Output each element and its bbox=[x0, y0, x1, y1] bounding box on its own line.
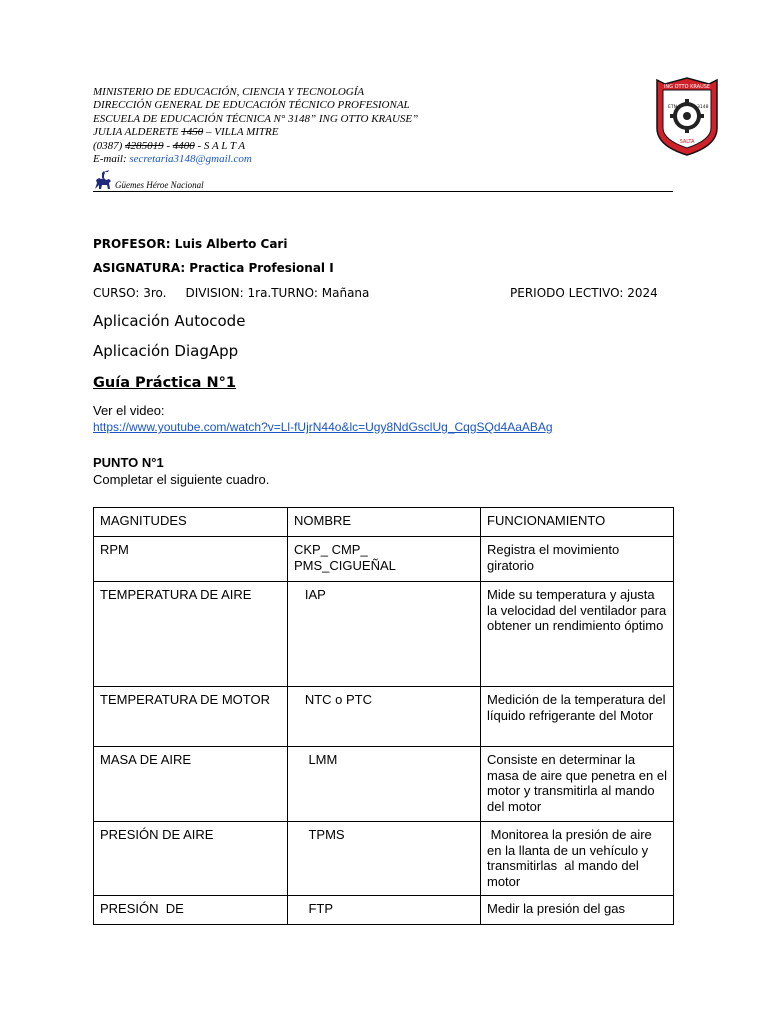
header-nombre: NOMBRE bbox=[288, 508, 481, 537]
header-magnitudes: MAGNITUDES bbox=[94, 508, 288, 537]
letterhead-phone bbox=[93, 140, 418, 153]
cell-nombre: TPMS bbox=[288, 822, 481, 896]
cell-magnitud: RPM bbox=[94, 537, 288, 582]
app-diagapp: Aplicación DiagApp bbox=[93, 342, 239, 360]
table-row bbox=[94, 582, 674, 687]
logo-bottom-text: SALTA bbox=[679, 139, 695, 145]
table-row bbox=[94, 687, 674, 747]
phone-number-struck: 4285019 bbox=[125, 139, 164, 152]
cell-funcionamiento: Monitorea la presión de aire en la llanta de un vehículo y transmitirlas al mando del motor bbox=[481, 822, 674, 896]
letterhead-school: ESCUELA DE EDUCACIÓN TÉCNICA N° 3148” ING OTTO KRAUSE” bbox=[93, 112, 419, 125]
phone-location: - S A L T A bbox=[194, 139, 246, 152]
header-funcionamiento: FUNCIONAMIENTO bbox=[481, 508, 674, 537]
table-row bbox=[94, 537, 674, 582]
logo-top-text: ING OTTO KRAUSE bbox=[663, 84, 711, 90]
cell-nombre: CKP_ CMP_ PMS_CIGUEÑAL bbox=[288, 537, 481, 582]
cell-magnitud: MASA DE AIRE bbox=[94, 747, 288, 822]
profesor-line bbox=[93, 237, 287, 251]
header-rule bbox=[93, 191, 673, 192]
heroe-nacional bbox=[93, 170, 204, 190]
table-row bbox=[94, 896, 674, 925]
address-number-struck: 1450 bbox=[181, 126, 204, 139]
asignatura-label: ASIGNATURA: bbox=[93, 261, 186, 275]
cell-magnitud: PRESIÓN DE bbox=[94, 896, 288, 925]
cell-nombre: FTP bbox=[288, 896, 481, 925]
phone-separator: - bbox=[163, 139, 173, 152]
letterhead-ministry: MINISTERIO DE EDUCACIÓN, CIENCIA Y TECNOLOGÍA bbox=[93, 86, 365, 98]
profesor-label: PROFESOR: bbox=[93, 237, 171, 251]
cell-funcionamiento: Mide su temperatura y ajusta la velocidad del ventilador para obtener un rendimiento óptimo bbox=[481, 582, 674, 687]
school-shield-logo bbox=[655, 76, 719, 156]
address-street: JULIA ALDERETE bbox=[93, 126, 182, 139]
heroe-text: Güemes Héroe Nacional bbox=[115, 180, 204, 190]
phone-ext-struck: 4400 bbox=[172, 139, 195, 152]
cell-magnitud: PRESIÓN DE AIRE bbox=[94, 822, 288, 896]
letterhead-direction: DIRECCIÓN GENERAL DE EDUCACIÓN TÉCNICO PROFESIONAL bbox=[93, 99, 410, 112]
cell-funcionamiento: Consiste en determinar la masa de aire que penetra en el motor y transmitirla al mando del motor bbox=[481, 747, 674, 822]
cell-magnitud: TEMPERATURA DE AIRE bbox=[94, 582, 288, 687]
cell-funcionamiento: Registra el movimiento giratorio bbox=[481, 537, 674, 582]
cell-funcionamiento: Medición de la temperatura del líquido refrigerante del Motor bbox=[481, 687, 674, 747]
video-label: Ver el video: bbox=[93, 403, 165, 418]
table-header-row bbox=[94, 508, 674, 537]
address-city: – VILLA MITRE bbox=[203, 126, 279, 139]
table-row bbox=[94, 822, 674, 896]
cell-funcionamiento: Medir la presión del gas bbox=[481, 896, 674, 925]
guia-title: Guía Práctica N°1 bbox=[93, 375, 236, 391]
cell-nombre: IAP bbox=[288, 582, 481, 687]
punto-title: PUNTO N°1 bbox=[93, 455, 164, 470]
logo-left-text: ETN bbox=[668, 105, 677, 110]
profesor-value: Luis Alberto Cari bbox=[170, 237, 288, 251]
app-autocode: Aplicación Autocode bbox=[93, 312, 246, 330]
cell-nombre: NTC o PTC bbox=[288, 687, 481, 747]
asignatura-line bbox=[93, 261, 334, 275]
letterhead bbox=[93, 86, 418, 166]
letterhead-email bbox=[93, 153, 418, 166]
sensor-table bbox=[93, 507, 674, 925]
cell-magnitud: TEMPERATURA DE MOTOR bbox=[94, 687, 288, 747]
phone-prefix: (0387) bbox=[93, 139, 126, 152]
video-link[interactable]: https://www.youtube.com/watch?v=Ll-fUjrN44o&lc=Ugy8NdGsclUg_CqgSQd4AaABAg bbox=[93, 420, 553, 434]
horseman-icon bbox=[93, 170, 113, 190]
email-link[interactable]: secretaria3148@gmail.com bbox=[129, 153, 252, 166]
email-label: E-mail: bbox=[93, 153, 130, 166]
asignatura-value: Practica Profesional I bbox=[185, 261, 334, 275]
curso-line: CURSO: 3ro. DIVISION: 1ra.TURNO: Mañana bbox=[93, 286, 370, 300]
cell-nombre: LMM bbox=[288, 747, 481, 822]
punto-instruction: Completar el siguiente cuadro. bbox=[93, 472, 270, 487]
letterhead-address bbox=[93, 126, 418, 139]
logo-right-text: 3148 bbox=[697, 105, 709, 110]
table-row bbox=[94, 747, 674, 822]
periodo-lectivo: PERIODO LECTIVO: 2024 bbox=[510, 286, 658, 300]
